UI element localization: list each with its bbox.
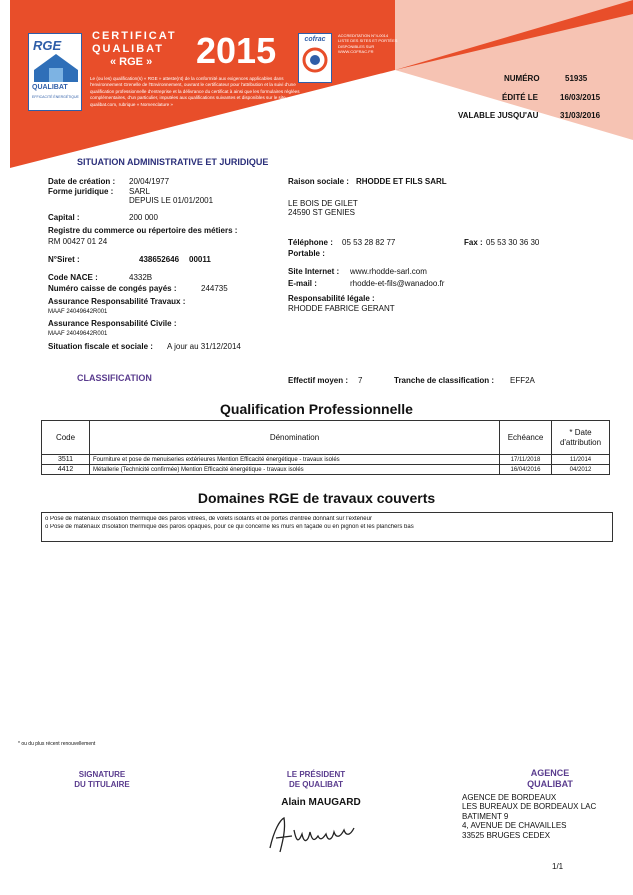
row-echeance: 17/11/2018 [500,455,552,465]
registre-value: RM 00427 01 24 [48,237,108,246]
siret-value-b: 00011 [189,255,211,264]
tel-value: 05 53 28 82 77 [342,238,396,247]
cert-year: 2015 [196,30,277,71]
row-code: 4412 [42,465,90,475]
valable-label: VALABLE JUSQU'AU [458,111,539,120]
tranche-value: EFF2A [510,376,535,385]
nace-value: 4332B [129,273,153,282]
logo-rge-text: RGE [33,38,62,53]
domaines-title: Domaines RGE de travaux couverts [197,490,436,506]
row-date: 04/2012 [552,465,610,475]
adresse-line1: LE BOIS DE GILET [288,199,358,208]
president-title-2: DE QUALIBAT [288,780,344,789]
table-row [42,465,610,475]
signature-titulaire-2: DU TITULAIRE [74,780,130,789]
fax-label: Fax : [464,238,483,247]
email-value[interactable]: rhodde-et-fils@wanadoo.fr [350,279,445,288]
raison-value: RHODDE ET FILS SARL [356,177,447,186]
table-row [42,455,610,465]
numero-label: NUMÉRO [504,74,540,83]
forme-label: Forme juridique : [48,187,114,196]
classification-title: CLASSIFICATION [77,373,152,383]
siret-label: N°Siret : [48,255,80,264]
cert-title-1: CERTIFICAT [92,30,177,42]
row-echeance: 16/04/2016 [500,465,552,475]
registre-label: Registre du commerce ou répertoire des métiers : [48,226,238,235]
footnote: * ou du plus récent renouvellement [18,741,96,747]
adresse-line2: 24590 ST GENIES [288,208,355,217]
assur-civile-value: MAAF 24049642R001 [48,331,108,337]
cofrac-accreditation: ACCREDITATION N°4-0014 LISTE DES SITES ET PORTÉES DISPONIBLES SUR WWW.COFRAC.FR [338,33,398,55]
header-denomination: Dénomination [90,421,500,455]
assur-travaux-value: MAAF 24049642R001 [48,309,108,315]
capital-label: Capital : [48,213,80,222]
fiscale-value: A jour au 31/12/2014 [167,342,241,351]
edite-value: 16/03/2015 [560,93,601,102]
agence-title-2: QUALIBAT [527,779,573,789]
signature-titulaire-1: SIGNATURE [78,770,126,779]
header-code: Code [42,421,90,455]
qualification-table [41,420,610,475]
situation-title: SITUATION ADMINISTRATIVE ET JURIDIQUE [77,157,269,167]
president-signature [262,810,372,860]
logo-sub-text: EFFICACITÉ ÉNERGÉTIQUE [32,95,79,99]
date-creation-value: 20/04/1977 [129,177,170,186]
row-denomination: Métallerie (Technicité confirmée) Mention Efficacité énergétique - travaux isolés [90,465,500,475]
row-date: 11/2014 [552,455,610,465]
numero-value: 51935 [565,74,588,83]
agence-address-line: BATIMENT 9 [462,812,509,821]
header-echeance: Echéance [500,421,552,455]
caisse-value: 244735 [201,284,228,293]
effectif-value: 7 [358,376,363,385]
agence-address-line: 4, AVENUE DE CHAVAILLES [462,821,567,830]
caisse-label: Numéro caisse de congés payés : [48,284,177,293]
resp-label: Responsabilité légale : [288,294,375,303]
domaine-item: o Pose de matériaux d'isolation thermique des parois opaques, pour ce qui concerne les murs en façade ou en pignon et les planchers bas [45,524,414,530]
cofrac-logo [298,33,332,83]
cofrac-text: cofrac [304,36,326,43]
edite-label: ÉDITÉ LE [502,93,539,102]
logo-qualibat-text: QUALIBAT [32,84,68,91]
cofrac-mark-icon [300,45,330,75]
email-label: E-mail : [288,279,317,288]
table-header-row [42,421,610,455]
agence-title-1: AGENCE [530,768,570,778]
cert-title-3: « RGE » [110,56,153,68]
fiscale-label: Situation fiscale et sociale : [48,342,153,351]
cert-title-2: QUALIBAT [92,43,165,55]
president-title-1: LE PRÉSIDENT [286,770,346,779]
resp-value: RHODDE FABRICE GERANT [288,304,395,313]
rge-qualibat-logo [28,33,82,111]
page-number: 1/1 [552,862,564,871]
intro-text: Le (ou les) qualification(s) « RGE » atteste(nt) de la conformité aux exigences applicables dans l'environnement Grenelle de l'Environnement, ouvrant le certificateur pour l'attribution et la suivi d'une qualification professionnelle d'entreprise et la délivrance du certificat à ainsi que les formulaires réglées complémentaires, d'un particulier, imputées aux qualifications suivantes et disponibles sur le site qualibat.com, rubrique « Nomenclature » [90,76,300,107]
assur-travaux-label: Assurance Responsabilité Travaux : [48,297,186,306]
capital-value: 200 000 [129,213,158,222]
siret-value-a: 438652646 [139,255,180,264]
forme-depuis: DEPUIS LE 01/01/2001 [129,196,214,205]
tel-label: Téléphone : [288,238,333,247]
domaine-item: o Pose de matériaux d'isolation thermique des parois vitrées, de volets isolants et de portes d'entrée donnant sur l'extérieur [45,516,372,522]
agence-address-line: 33525 BRUGES CEDEX [462,831,551,840]
qualification-title: Qualification Professionnelle [220,401,413,417]
valable-value: 31/03/2016 [560,111,601,120]
header-date: * Date d'attribution [552,421,610,455]
raison-label: Raison sociale : [288,177,349,186]
tranche-label: Tranche de classification : [394,376,495,385]
president-name: Alain MAUGARD [281,797,361,808]
date-creation-label: Date de création : [48,177,116,186]
effectif-label: Effectif moyen : [288,376,349,385]
site-label: Site Internet : [288,267,340,276]
domaines-box [41,512,613,542]
row-code: 3511 [42,455,90,465]
house-icon [34,54,78,82]
agence-address-line: AGENCE DE BORDEAUX [462,793,557,802]
fax-value: 05 53 30 36 30 [486,238,540,247]
row-denomination: Fourniture et pose de menuiseries extérieures Mention Efficacité énergétique - travaux isolés [90,455,500,465]
nace-label: Code NACE : [48,273,98,282]
forme-value: SARL [129,187,150,196]
agence-address-line: LES BUREAUX DE BORDEAUX LAC [462,802,597,811]
assur-civile-label: Assurance Responsabilité Civile : [48,319,177,328]
site-value[interactable]: www.rhodde-sarl.com [350,267,427,276]
portable-label: Portable : [288,249,325,258]
